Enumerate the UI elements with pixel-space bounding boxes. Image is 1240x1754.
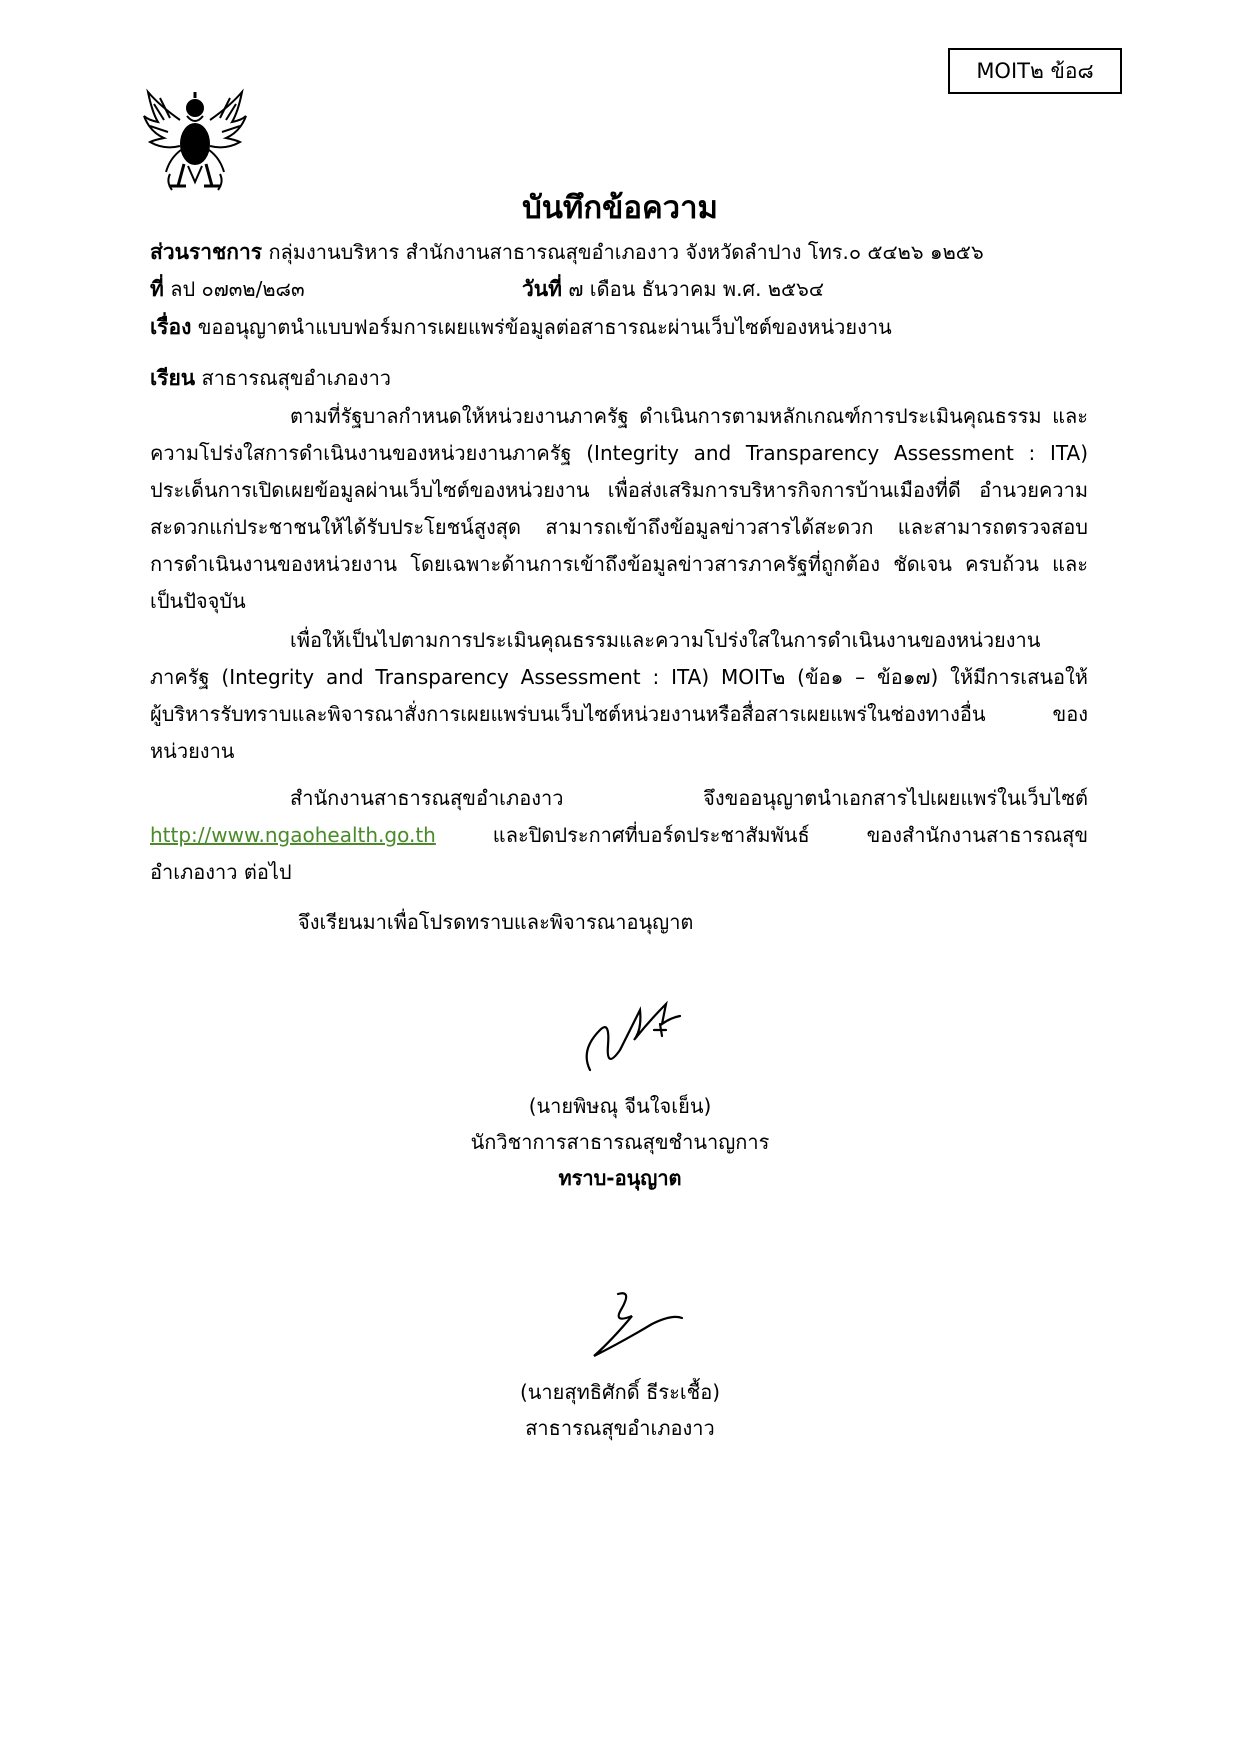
signer-2-name: (นายสุทธิศักดิ์ ธีระเชื้อ) [519,1380,721,1404]
memo-title: บันทึกข้อความ [522,190,718,226]
reference-line [150,273,305,306]
date-label: วันที่ [522,277,562,301]
subject-label: เรื่อง [150,315,192,339]
agency-label: ส่วนราชการ [150,240,263,264]
paragraph-line: อำเภองาว ต่อไป [150,860,292,884]
paragraph-line: ประเด็นการเปิดเผยข้อมูลผ่านเว็บไซต์ของหน่วยงาน เพื่อส่งเสริมการบริหารกิจการบ้านเมืองที่ดี อำนวยความ [150,478,1088,502]
paragraph-line: ผู้บริหารรับทราบและพิจารณาสั่งการเผยแพร่บนเว็บไซต์หน่วยงานหรือสื่อสารเผยแพร่ในช่องทางอื่น ของ [150,702,1088,726]
document-code-box: MOIT๒ ข้อ๘ [948,48,1122,94]
signature-2 [582,1284,692,1364]
signer-2-position: สาธารณสุขอำเภองาว [525,1416,715,1440]
recipient-label: เรียน [150,366,196,390]
paragraph-line: เพื่อให้เป็นไปตามการประเมินคุณธรรมและความโปร่งใสในการดำเนินงานของหน่วยงาน [290,628,1041,652]
date-value: ๗ เดือน ธันวาคม พ.ศ. ๒๕๖๔ [568,277,824,301]
signer-1-position: นักวิชาการสาธารณสุขชำนาญการ [470,1130,770,1154]
subject-value: ขออนุญาตนำแบบฟอร์มการเผยแพร่ข้อมูลต่อสาธารณะผ่านเว็บไซต์ของหน่วยงาน [197,315,892,339]
reference-label: ที่ [150,277,164,301]
paragraph-2 [150,622,1088,770]
recipient-value: สาธารณสุขอำเภองาว [201,366,392,390]
paragraph-line: สะดวกแก่ประชาชนให้ได้รับประโยชน์สูงสุด สามารถเข้าถึงข้อมูลข่าวสารได้สะดวก และสามารถตรวจสอบ [150,515,1088,539]
signature-1 [570,990,690,1080]
closing-line: จึงเรียนมาเพื่อโปรดทราบและพิจารณาอนุญาต [298,910,694,934]
paragraph-line: การดำเนินงานของหน่วยงาน โดยเฉพาะด้านการเข้าถึงข้อมูลข่าวสารภาครัฐที่ถูกต้อง ชัดเจน ครบถ้วน และ [150,552,1088,576]
date-line [522,273,824,306]
paragraph-line: หน่วยงาน [150,739,235,763]
reference-value: ลป ๐๗๓๒/๒๘๓ [170,277,305,301]
paragraph-line [150,817,1088,854]
signer-1-name: (นายพิษณุ จีนใจเย็น) [528,1094,712,1118]
paragraph-3 [150,780,1088,891]
paragraph-line: ตามที่รัฐบาลกำหนดให้หน่วยงานภาครัฐ ดำเนินการตามหลักเกณฑ์การประเมินคุณธรรม และ [290,404,1088,428]
approval-text: ทราบ-อนุญาต [558,1166,682,1190]
subject-line [150,311,892,344]
paragraph-line: เป็นปัจจุบัน [150,589,246,613]
recipient-line [150,362,391,395]
website-link[interactable]: http://www.ngaohealth.go.th [150,823,436,847]
agency-line [150,236,984,269]
paragraph-line: ความโปร่งใสการดำเนินงานของหน่วยงานภาครัฐ (Integrity and Transparency Assessment : ITA) [150,441,1088,465]
agency-value: กลุ่มงานบริหาร สำนักงานสาธารณสุขอำเภองาว จังหวัดลำปาง โทร.๐ ๕๔๒๖ ๑๒๕๖ [268,240,984,264]
paragraph-line: ภาครัฐ (Integrity and Transparency Assessment : ITA) MOIT๒ (ข้อ๑ – ข้อ๑๗) ให้มีการเสนอให้ [150,665,1088,689]
paragraph-line: สำนักงานสาธารณสุขอำเภองาว จึงขออนุญาตนำเอกสารไปเผยแพร่ในเว็บไซต์ [290,786,1088,810]
paragraph-1 [150,398,1088,620]
paragraph-line-rest: และปิดประกาศที่บอร์ดประชาสัมพันธ์ ของสำนักงานสาธารณสุข [435,823,1088,847]
